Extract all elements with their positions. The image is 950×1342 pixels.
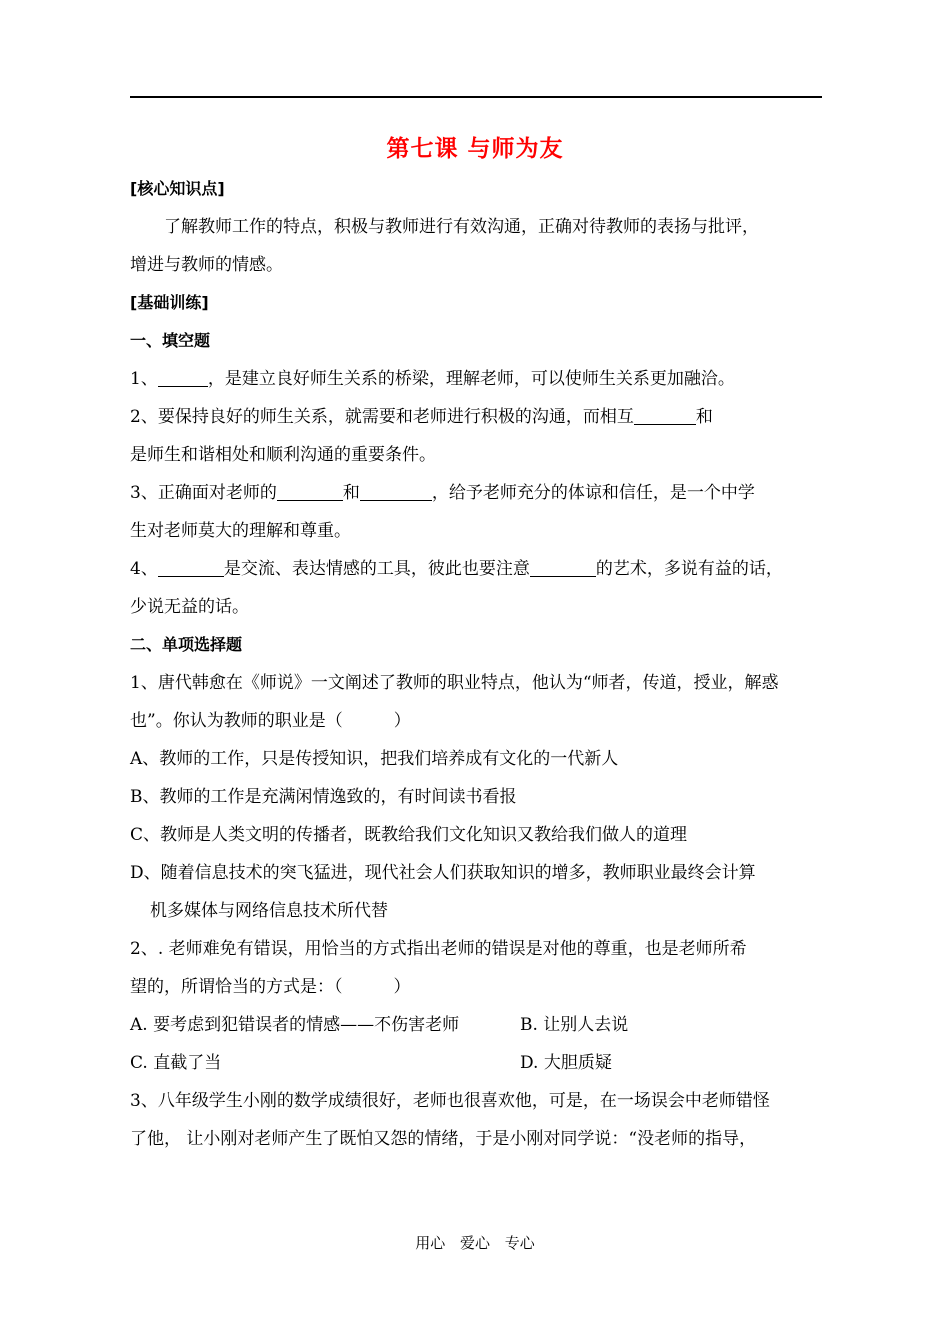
single-choice-heading: 二、单项选择题 (130, 635, 243, 654)
fill-question-2 (130, 398, 822, 436)
choice-q2-options-row2 (130, 1044, 822, 1082)
answer-blank[interactable] (360, 480, 432, 501)
fill-q3-text: 3、正确面对老师的 (130, 483, 277, 503)
choice-q2-option-d[interactable]: D. 大胆质疑 (520, 1053, 612, 1073)
answer-blank[interactable] (158, 366, 208, 387)
choice-q1-option-d[interactable]: D、随着信息技术的突飞猛进，现代社会人们获取知识的增多，教师职业最终会计算 (130, 863, 756, 883)
fill-q3-text-end: ，给予老师充分的体谅和信任，是一个中学 (431, 483, 755, 503)
choice-q1-option-d-line2: 机多媒体与网络信息技术所代替 (150, 901, 388, 921)
fill-q4-prefix: 4、 (130, 559, 158, 579)
choice-q2-options-row1 (130, 1006, 822, 1044)
fill-question-2-line2: 是师生和谐相处和顺利沟通的重要条件。 (130, 445, 436, 465)
fill-blank-heading: 一、填空题 (130, 331, 211, 350)
choice-q3-line2: 了他， 让小刚对老师产生了既怕又怨的情绪，于是小刚对同学说：“没老师的指导， (130, 1129, 757, 1149)
answer-blank[interactable] (158, 556, 224, 577)
choice-q1-option-c[interactable]: C、教师是人类文明的传播者，既教给我们文化知识又教给我们做人的道理 (130, 825, 688, 845)
basic-training-heading: [基础训练] (130, 293, 209, 312)
choice-q1-line1: 1、唐代韩愈在《师说》一文阐述了教师的职业特点，他认为“师者，传道，授业，解惑 (130, 673, 779, 693)
core-knowledge-text-line2: 增进与教师的情感。 (130, 255, 283, 275)
choice-q2-line1: 2、. 老师难免有错误，用恰当的方式指出老师的错误是对他的尊重，也是老师所希 (130, 939, 747, 959)
fill-question-4 (130, 550, 822, 588)
fill-q1-prefix: 1、 (130, 369, 158, 389)
fill-question-1 (130, 360, 822, 398)
document-body (130, 170, 822, 1158)
answer-blank[interactable] (530, 556, 596, 577)
choice-q2-option-b[interactable]: B. 让别人去说 (520, 1015, 629, 1035)
page-footer: 用心 爱心 专心 (415, 1234, 535, 1252)
choice-q2-line2: 望的，所谓恰当的方式是：（ ） (130, 977, 411, 997)
fill-q2-and: 和 (695, 407, 713, 427)
choice-q3-line1: 3、八年级学生小刚的数学成绩很好，老师也很喜欢他，可是，在一场误会中老师错怪 (130, 1091, 770, 1111)
page-title: 第七课 与师为友 (386, 136, 564, 162)
fill-q1-text: ，是建立良好师生关系的桥梁，理解老师，可以使师生关系更加融洽。 (207, 369, 735, 389)
header-rule (130, 96, 822, 98)
fill-q4-text: 是交流、表达情感的工具，彼此也要注意 (223, 559, 530, 579)
choice-q1-option-b[interactable]: B、教师的工作是充满闲情逸致的，有时间读书看报 (130, 787, 517, 807)
fill-q4-text-end: 的艺术，多说有益的话， (595, 559, 783, 579)
choice-q2-option-a[interactable]: A. 要考虑到犯错误者的情感——不伤害老师 (130, 1015, 460, 1035)
choice-q1-line2: 也”。你认为教师的职业是（ ） (130, 711, 411, 731)
fill-question-3 (130, 474, 822, 512)
fill-question-4-line2: 少说无益的话。 (130, 597, 249, 617)
choice-q2-option-c[interactable]: C. 直截了当 (130, 1053, 222, 1073)
fill-q3-and: 和 (342, 483, 360, 503)
fill-q2-text: 2、要保持良好的师生关系，就需要和老师进行积极的沟通，而相互 (130, 407, 634, 427)
choice-q1-option-a[interactable]: A、教师的工作，只是传授知识，把我们培养成有文化的一代新人 (130, 749, 619, 769)
fill-question-3-line2: 生对老师莫大的理解和尊重。 (130, 521, 351, 541)
answer-blank[interactable] (277, 480, 343, 501)
core-knowledge-text-line1: 了解教师工作的特点，积极与教师进行有效沟通，正确对待教师的表扬与批评， (164, 217, 759, 237)
core-knowledge-heading: [核心知识点] (130, 179, 225, 198)
answer-blank[interactable] (634, 404, 696, 425)
